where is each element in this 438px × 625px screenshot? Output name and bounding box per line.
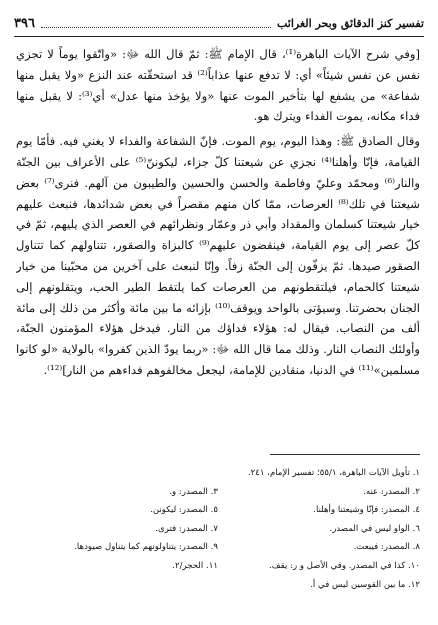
footnote: ٨. المصدر: فيبعث.	[353, 542, 420, 553]
footnote-row	[16, 483, 420, 502]
footnote: ١٢. ما بين القوسين ليس في أ.	[310, 579, 420, 590]
footnote: ٦. الواو ليس في المصدر.	[329, 523, 420, 534]
footnote: ٩. المصدر: يتناولونهم كما يتناول صيودها.	[74, 542, 218, 553]
footnote: ١. تأويل الآيات الباهرة، ٥٥/١؛ تفسير الإمام، ٢٤١.	[247, 468, 420, 478]
footnote-row	[16, 538, 420, 557]
footnote-separator	[270, 454, 420, 455]
footnote: ٢. المصدر: عنه.	[363, 486, 420, 497]
paragraph: [وفي شرح الآيات الباهرة⁽¹⁾، قال الإمام ﷺ: ثمّ قال الله ﷻ: «واتّقوا يوماً لا تجزي نفس عن نفس شيئاً» أي: لا تدفع عنها عذاباً⁽²⁾ قد استحقّته عند النزع «ولا يقبل منها شفاعة» من يشفع لها بتأخير الموت عنها «ولا يؤخذ منها عدل» أي⁽³⁾: لا يقبل منها فداء مكانه، يموت الفداء ويترك هو.	[16, 47, 420, 124]
footnote: ٣. المصدر: و.	[169, 486, 218, 497]
header-dot-leader	[41, 27, 271, 28]
book-title: تفسير كنز الدقائق وبحر الغرائب	[276, 16, 424, 30]
footnote-row	[16, 501, 420, 520]
page-number: ٣٩٦	[14, 15, 35, 31]
footnote-row	[16, 520, 420, 539]
footnote-row	[16, 464, 420, 483]
footnote-row	[16, 557, 420, 576]
main-text	[16, 44, 420, 442]
footnote: ٤. المصدر: فإنّا وشيعتنا وأهلنا.	[313, 505, 420, 516]
footnote: ٥. المصدر: ليكونن.	[150, 505, 218, 516]
footnote: ٧. المصدر: فترى.	[155, 523, 218, 534]
paragraph: وقال الصادق ﷺ: وهذا اليوم، يوم الموت. فإنّ الشفاعة والفداء لا يغني فيه. فأمّا يوم القيامة، فإنّا وأهلنا⁽⁴⁾ نجزي عن شيعتنا كلّ جزاء، ليكوننّ⁽⁵⁾ على الأعراف بين الجنّة والنار⁽⁶⁾ ومحمّد وعليّ وفاطمة والحسن والحسين والطيبون من آلهم. فنرى⁽⁷⁾ بعض شيعتنا في تلك⁽⁸⁾ العرصات، ممّا كان منهم مقصراً في بعض شدائدها، فنبعث عليهم خيار شيعتنا كسلمان والمقداد وأبي ذر وعمّار ونظرائهم في العصر الذي يليهم، ثمّ في كلّ عصر إلى يوم القيامة، فينقضون عليهم⁽⁹⁾ كالبزاة والصقور، تتناولهم كما تتناول الصقور صيدها. ثمّ يزفّون إلى الجنّة زفاً. وإنّا لنبعث على آخرين من محبّينا من خيار شيعتنا كالحمام، فيلتقطونهم من العرصات كما يلتقط الطير الحب، ويتقلونهم إلى الجنان بحضرتنا. وسيؤتى بالواحد ويوقف⁽¹⁰⁾ بإزائه ما بين مائة وأكثر من ذلك إلى مائة ألف من النصاب. فيقال له: هؤلاء فداؤك من النار. فيدخل هؤلاء المؤمنون الجنّة، وأولئك النصاب النار. وذلك مما قال الله ﷻ: «ربما يودّ الذين كفروا» بالولاية «لو كانوا مسلمين»⁽¹¹⁾ في الدنيا، منقادين للإمامة، ليجعل مخالفوهم فداءهم من النار]⁽¹²⁾.	[16, 134, 420, 377]
footnote-row	[16, 576, 420, 595]
footnote: ١١. الحجر/٢.	[172, 560, 218, 571]
footnotes	[16, 464, 420, 594]
running-header	[14, 12, 424, 37]
footnote: ١٠. كذا في المصدر. وفي الأصل و ر: يقف.	[269, 560, 420, 571]
